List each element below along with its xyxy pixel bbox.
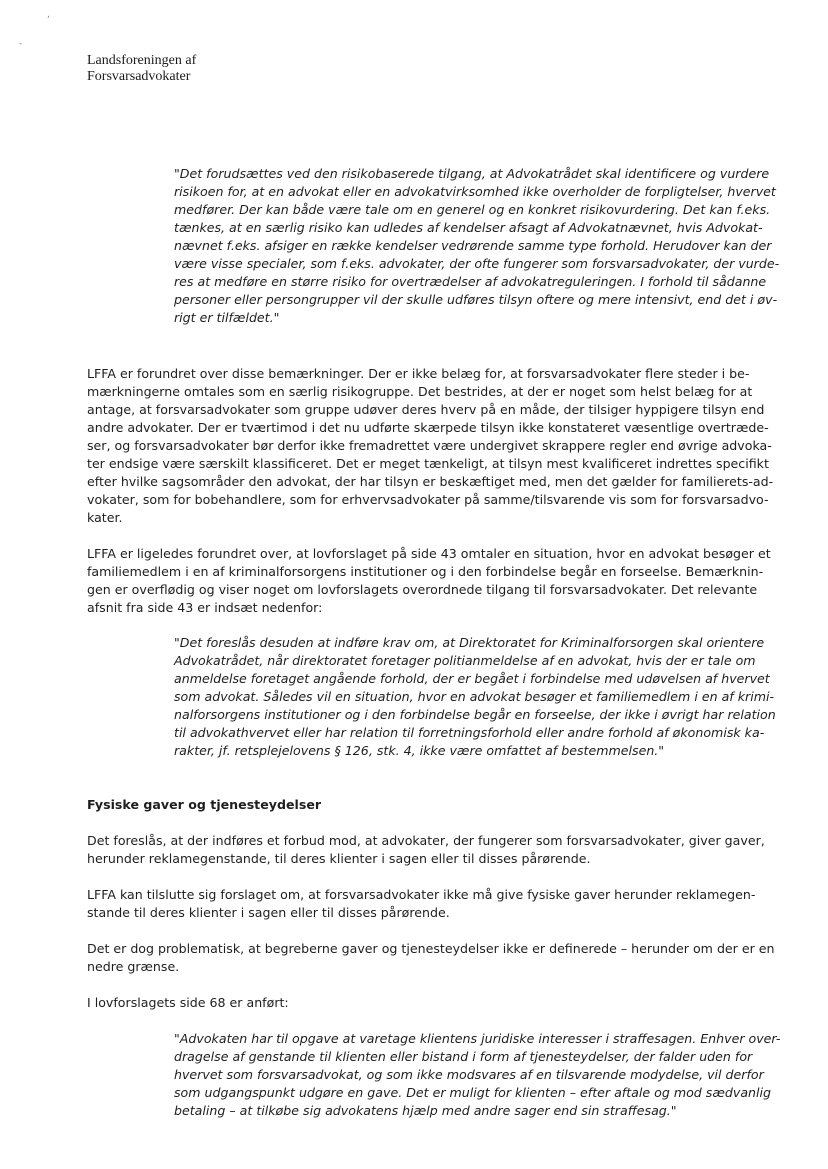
quote-line: være visse specialer, som f.eks. advokater, der ofte fungerer som forsvarsadvokater, der vurde- [174,256,780,271]
paragraph-line: vokater, som for bobehandlere, som for erhvervsadvokater på samme/tilsvarende vis som for forsvarsadvo- [87,492,769,507]
paragraph-line: stande til deres klienter i sagen eller til disses pårørende. [87,905,450,920]
quote-line: til advokathvervet eller har relation til forretningsforhold eller andre forhold af økonomisk ka- [174,725,765,740]
quote-line: dragelse af genstande til klienten eller bistand i form af tjenesteydelser, der falder uden for [174,1049,753,1064]
quote-line: Advokatrådet, når direktoratet foretager politianmeldelse af en advokat, hvis der er tale om [174,653,756,668]
letterhead-line-1: Landsforeningen af [87,53,197,68]
paragraph-gift-ban [87,832,765,868]
quote-line: nævnet f.eks. afsiger en række kendelser vedrørende samme type forhold. Herudover kan der [174,238,772,253]
paragraph-page-43 [87,545,771,617]
paragraph-line: afsnit fra side 43 er indsæt nedenfor: [87,600,323,615]
paragraph-line: andre advokater. Der er tværtimod i det nu udførte skærpede tilsyn ikke konstateret væsentlige overtræde- [87,420,769,435]
quote-line: tænkes, at en særlig risiko kan udledes af kendelser afsagt af Advokatnævnet, hvis Advokat- [174,220,763,235]
paragraph-definitions [87,940,775,976]
paragraph-line: ter endsige være særskilt klassificeret. Det er meget tænkeligt, at tilsyn mest kvalificeret indrettes specifikt [87,456,769,471]
quote-line: som advokat. Således vil en situation, hvor en advokat besøger et familiemedlem i en af krimi- [174,689,774,704]
quote-line: "Det foreslås desuden at indføre krav om, at Direktoratet for Kriminalforsorgen skal orientere [174,635,765,650]
paragraph-line: antage, at forsvarsadvokater som gruppe udøver deres hverv på en måde, der tilsiger hyppigere tilsyn end [87,402,765,417]
paragraph-line: LFFA er forundret over disse bemærkninger. Der er ikke belæg for, at forsvarsadvokater flere steder i be- [87,366,750,381]
letterhead-line-2: Forsvarsadvokater [87,69,191,84]
quote-line: nalforsorgens institutioner og i den forbindelse begår en forseelse, der ikke i øvrigt har relation [174,707,776,722]
paragraph-line: Det foreslås, at der indføres et forbud mod, at advokater, der fungerer som forsvarsadvokater, giver gaver, [87,833,765,848]
quote-line: anmeldelse foretaget angående forhold, der er begået i forbindelse med udøvelsen af hvervet [174,671,770,686]
scan-mark-top: , [47,10,50,20]
paragraph-line: LFFA er ligeledes forundret over, at lovforslaget på side 43 omtaler en situation, hvor en advokat besøger et [87,546,771,561]
paragraph-line: kater. [87,510,123,525]
paragraph-lffa-surprised [87,365,773,527]
paragraph-line: Det er dog problematisk, at begreberne gaver og tjenesteydelser ikke er definerede – herunder om der er en [87,941,775,956]
scan-mark-left: - [19,39,23,49]
paragraph-line: gen er overflødig og viser noget om lovforslagets overordnede tilgang til forsvarsadvokater. Det relevante [87,582,758,597]
quote-line: rigt er tilfældet." [174,310,280,325]
quote-risk-based-supervision [174,165,779,327]
quote-line: risikoen for, at en advokat eller en advokatvirksomhed ikke overholder de forpligtelser, hvervet [174,184,776,199]
section-heading: Fysiske gaver og tjenesteydelser [87,797,322,812]
quote-line: som udgangspunkt udgøre en gave. Det er muligt for klienten – efter aftale og mod sædvanlig [174,1085,772,1100]
quote-kriminalforsorgen [174,634,776,760]
paragraph-page-68 [87,994,289,1012]
paragraph-line: efter hvilke sagsområder den advokat, der har tilsyn er beskæftiget med, men det gælder for familierets-ad- [87,474,774,489]
paragraph-line: herunder reklamegenstande, til deres klienter i sagen eller til disses pårørende. [87,851,591,866]
paragraph-line: I lovforslagets side 68 er anført: [87,995,289,1010]
quote-line: hvervet som forsvarsadvokat, og som ikke modsvares af en tilsvarende modydelse, vil derfor [174,1067,764,1082]
quote-line: res at medføre en større risiko for overtrædelser af advokatreguleringen. I forhold til sådanne [174,274,767,289]
paragraph-line: nedre grænse. [87,959,180,974]
quote-line: "Advokaten har til opgave at varetage klientens juridiske interesser i straffesagen. Enhver over- [174,1031,781,1046]
paragraph-lffa-agrees [87,886,755,922]
quote-line: medfører. Der kan både være tale om en generel og en konkret risikovurdering. Det kan f.eks. [174,202,771,217]
quote-line: "Det forudsættes ved den risikobaserede tilgang, at Advokatrådet skal identificere og vurdere [174,166,770,181]
quote-line: personer eller persongrupper vil der skulle udføres tilsyn oftere og mere intensivt, end det i øv- [174,292,778,307]
letterhead [87,53,196,85]
quote-line: betaling – at tilkøbe sig advokatens hjælp med andre sager end sin straffesag." [174,1103,677,1118]
quote-line: rakter, jf. retsplejelovens § 126, stk. 4, ikke være omfattet af bestemmelsen." [174,743,665,758]
paragraph-line: mærkningerne omtales som en særlig risikogruppe. Det bestrides, at der er noget som helst belæg for at [87,384,753,399]
paragraph-line: ser, og forsvarsadvokater bør derfor ikke fremadrettet være undergivet skrappere regler end øvrige advoka- [87,438,772,453]
paragraph-line: LFFA kan tilslutte sig forslaget om, at forsvarsadvokater ikke må give fysiske gaver herunder reklamegen- [87,887,756,902]
paragraph-line: familiemedlem i en af kriminalforsorgens institutioner og i den forbindelse begår en forseelse. Bemærknin- [87,564,764,579]
quote-advokatens-opgave [174,1030,780,1120]
